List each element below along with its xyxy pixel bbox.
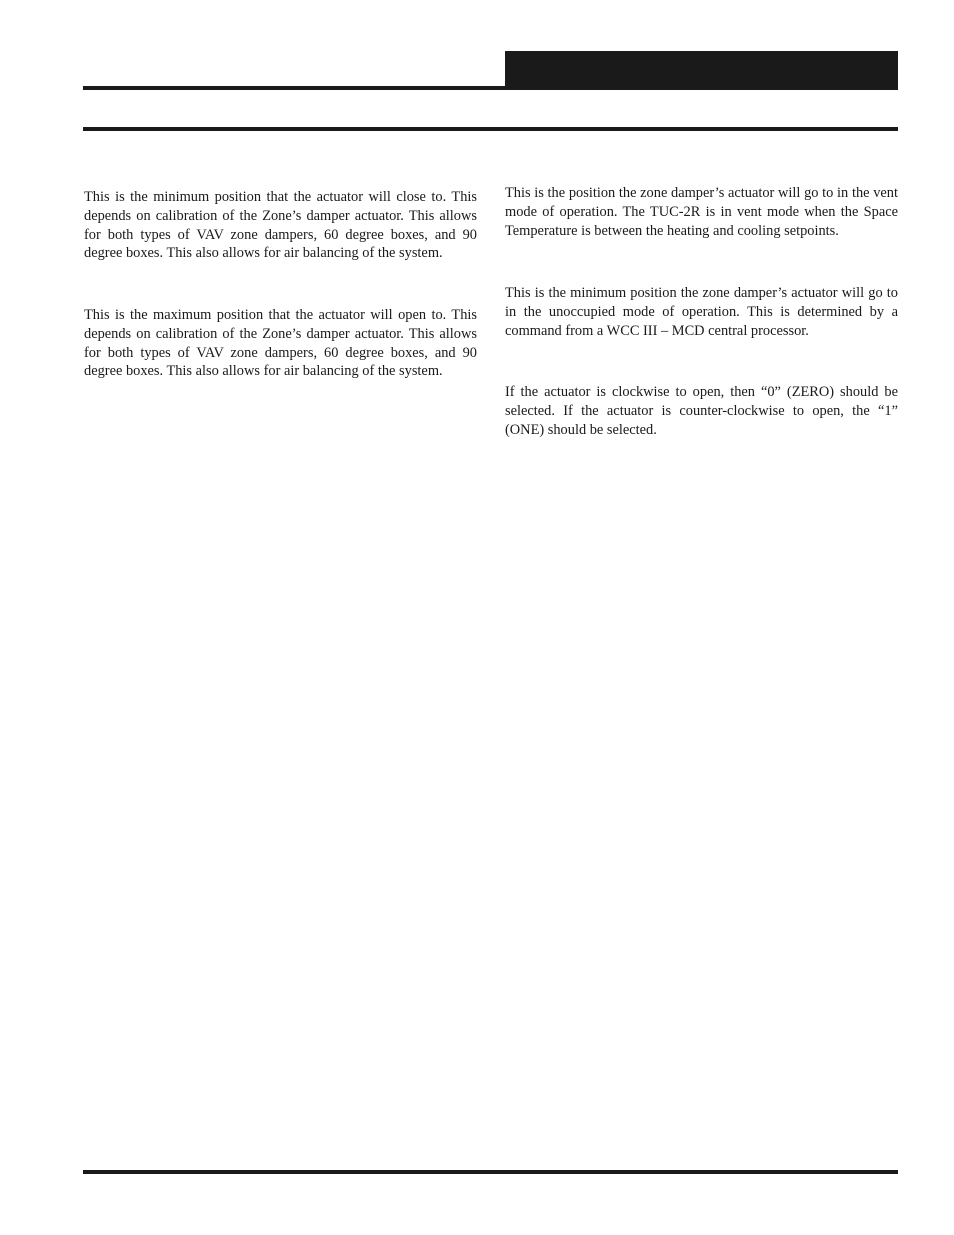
vent-position-description: This is the position the zone damper’s actuator will go to in the vent mode of operation. The TUC-2R is in vent mode when the Space Temperature is between the heating and cooling setpoints. [505, 185, 898, 239]
header-rule [83, 86, 898, 90]
max-position-description: This is the maximum position that the actuator will open to. This depends on calibration of the Zone’s damper actuator. This allows for both types of VAV zone dampers, 60 degree boxes, and 90 degree boxes. This also allows for air balancing of the system. [84, 307, 477, 380]
section-rule [83, 127, 898, 131]
actuator-direction-description: If the actuator is clockwise to open, then “0” (ZERO) should be selected. If the actuator is counter-clockwise to open, the “1” (ONE) should be selected. [505, 384, 898, 438]
footer-rule [83, 1170, 898, 1174]
min-position-description: This is the minimum position that the actuator will close to. This depends on calibration of the Zone’s damper actuator. This allows for both types of VAV zone dampers, 60 degree boxes, and 90 degree boxes. This also allows for air balancing of the system. [84, 189, 477, 262]
header-title-bar [505, 51, 898, 87]
unoccupied-position-description: This is the minimum position the zone damper’s actuator will go to in the unoccupied mode of operation. This is determined by a command from a WCC III – MCD central processor. [505, 285, 898, 339]
